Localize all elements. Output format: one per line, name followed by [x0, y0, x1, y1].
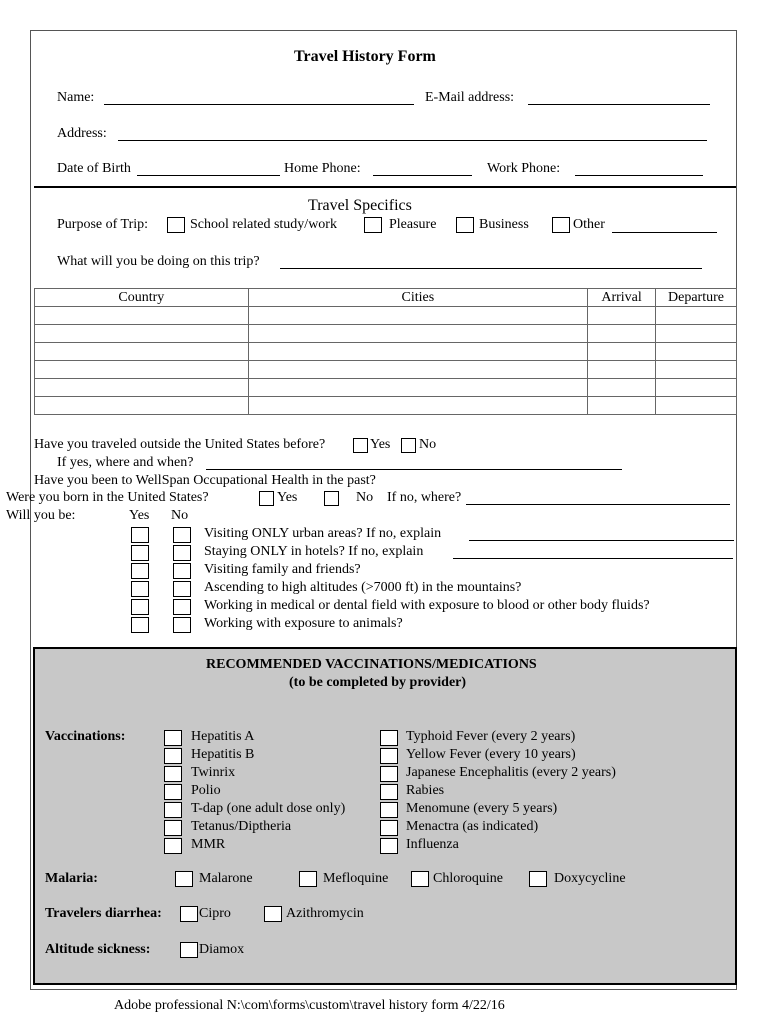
work-phone-label: Work Phone: — [487, 161, 561, 176]
vacc-left-label: Hepatitis B — [191, 747, 255, 762]
vacc-checkbox[interactable] — [164, 766, 182, 782]
col-no-label: No — [171, 508, 189, 523]
pleasure-checkbox[interactable] — [364, 217, 382, 233]
q1-no-checkbox[interactable] — [401, 438, 416, 453]
table-row — [35, 343, 737, 361]
other-field[interactable] — [612, 231, 717, 233]
country-cell[interactable] — [35, 343, 249, 361]
azithromycin-checkbox[interactable] — [264, 906, 282, 922]
departure-cell[interactable] — [656, 397, 737, 415]
q1-followup-field[interactable] — [206, 468, 622, 470]
purpose-row — [57, 217, 148, 233]
travel-table — [34, 288, 737, 415]
departure-cell[interactable] — [656, 343, 737, 361]
mefloquine-checkbox[interactable] — [299, 871, 317, 887]
provider-subheading: (to be completed by provider) — [289, 675, 467, 690]
table-row — [35, 325, 737, 343]
malaria-label: Malaria: — [45, 871, 98, 886]
chloroquine-checkbox[interactable] — [411, 871, 429, 887]
q3-label: Were you born in the United States? — [6, 490, 209, 505]
vacc-checkbox[interactable] — [380, 820, 398, 836]
col-yes-label: Yes — [129, 508, 150, 523]
doing-field[interactable] — [280, 267, 702, 269]
item-hotels-label: Staying ONLY in hotels? If no, explain — [204, 544, 424, 559]
diamox-checkbox[interactable] — [180, 942, 198, 958]
item-animals-label: Working with exposure to animals? — [204, 616, 403, 631]
will-you-be-label: Will you be: — [6, 508, 76, 523]
malarone-label: Malarone — [199, 871, 253, 886]
table-row — [35, 379, 737, 397]
country-cell[interactable] — [35, 379, 249, 397]
vacc-right-label: Japanese Encephalitis (every 2 years) — [406, 765, 616, 780]
vacc-checkbox[interactable] — [164, 820, 182, 836]
table-header-row — [35, 289, 737, 307]
item-no-checkbox[interactable] — [173, 545, 191, 561]
arrival-cell[interactable] — [588, 325, 656, 343]
vacc-checkbox[interactable] — [380, 838, 398, 854]
cities-cell[interactable] — [248, 379, 587, 397]
vacc-checkbox[interactable] — [380, 784, 398, 800]
item-yes-checkbox[interactable] — [131, 599, 149, 615]
vacc-right-label: Rabies — [406, 783, 445, 798]
item-no-checkbox[interactable] — [173, 617, 191, 633]
arrival-cell[interactable] — [588, 343, 656, 361]
vacc-checkbox[interactable] — [164, 838, 182, 854]
item-yes-checkbox[interactable] — [131, 563, 149, 579]
arrival-cell[interactable] — [588, 397, 656, 415]
q3-no-label: No — [356, 490, 374, 505]
vacc-left-label: Hepatitis A — [191, 729, 255, 744]
travel-specifics-heading: Travel Specifics — [308, 197, 412, 214]
departure-cell[interactable] — [656, 325, 737, 343]
vacc-right-label: Typhoid Fever (every 2 years) — [406, 729, 576, 744]
dob-label: Date of Birth — [57, 161, 131, 176]
q1-yes-label: Yes — [370, 437, 391, 452]
vacc-checkbox[interactable] — [380, 766, 398, 782]
cities-cell[interactable] — [248, 397, 587, 415]
item-medical-label: Working in medical or dental field with exposure to blood or other body fluids? — [204, 598, 650, 613]
address-field[interactable] — [118, 139, 707, 141]
q3-no-checkbox[interactable] — [324, 491, 339, 506]
q3-yes-checkbox[interactable] — [259, 491, 274, 506]
name-label: Name: — [57, 90, 95, 105]
altitude-label: Altitude sickness: — [45, 942, 151, 957]
vacc-left-label: Polio — [191, 783, 221, 798]
doxycycline-label: Doxycycline — [554, 871, 626, 886]
diarrhea-label: Travelers diarrhea: — [45, 906, 162, 921]
malarone-checkbox[interactable] — [175, 871, 193, 887]
vacc-left-label: T-dap (one adult dose only) — [191, 801, 346, 816]
country-cell[interactable] — [35, 361, 249, 379]
vacc-checkbox[interactable] — [380, 802, 398, 818]
arrival-cell[interactable] — [588, 379, 656, 397]
cities-header: Cities — [248, 289, 587, 307]
q1-label: Have you traveled outside the United States before? — [34, 437, 326, 452]
item-urban-field[interactable] — [469, 539, 734, 541]
vacc-left-label: MMR — [191, 837, 226, 852]
cipro-label: Cipro — [199, 906, 231, 921]
section-divider — [34, 186, 736, 188]
school-label: School related study/work — [190, 217, 337, 232]
form-title: Travel History Form — [294, 48, 436, 65]
item-altitude-label: Ascending to high altitudes (>7000 ft) in the mountains? — [204, 580, 522, 595]
table-row — [35, 307, 737, 325]
vacc-checkbox[interactable] — [164, 802, 182, 818]
footer-text: Adobe professional N:\com\forms\custom\travel history form 4/22/16 — [114, 998, 505, 1013]
arrival-cell[interactable] — [588, 307, 656, 325]
vacc-checkbox[interactable] — [164, 784, 182, 800]
cipro-checkbox[interactable] — [180, 906, 198, 922]
table-row — [35, 361, 737, 379]
school-checkbox[interactable] — [167, 217, 185, 233]
country-cell[interactable] — [35, 307, 249, 325]
chloroquine-label: Chloroquine — [433, 871, 503, 886]
item-yes-checkbox[interactable] — [131, 617, 149, 633]
country-cell[interactable] — [35, 325, 249, 343]
doing-label: What will you be doing on this trip? — [57, 254, 260, 269]
vacc-checkbox[interactable] — [164, 730, 182, 746]
item-hotels-field[interactable] — [453, 557, 733, 559]
q3-followup-label: If no, where? — [387, 490, 462, 505]
item-family-label: Visiting family and friends? — [204, 562, 361, 577]
other-label: Other — [573, 217, 605, 232]
cities-cell[interactable] — [248, 361, 587, 379]
vacc-left-label: Tetanus/Diptheria — [191, 819, 292, 834]
arrival-cell[interactable] — [588, 361, 656, 379]
vacc-left-label: Twinrix — [191, 765, 236, 780]
item-yes-checkbox[interactable] — [131, 527, 149, 543]
business-label: Business — [479, 217, 529, 232]
item-no-checkbox[interactable] — [173, 599, 191, 615]
work-phone-field[interactable] — [575, 174, 703, 176]
dob-field[interactable] — [137, 174, 280, 176]
item-no-checkbox[interactable] — [173, 563, 191, 579]
vacc-checkbox[interactable] — [164, 748, 182, 764]
vacc-checkbox[interactable] — [380, 748, 398, 764]
business-checkbox[interactable] — [456, 217, 474, 233]
mefloquine-label: Mefloquine — [323, 871, 389, 886]
provider-heading: RECOMMENDED VACCINATIONS/MEDICATIONS — [206, 657, 537, 672]
address-label: Address: — [57, 126, 107, 141]
q1-followup-label: If yes, where and when? — [57, 455, 194, 470]
other-checkbox[interactable] — [552, 217, 570, 233]
email-label: E-Mail address: — [425, 90, 515, 105]
cities-cell[interactable] — [248, 307, 587, 325]
departure-cell[interactable] — [656, 307, 737, 325]
azithromycin-label: Azithromycin — [286, 906, 364, 921]
email-field[interactable] — [528, 103, 710, 105]
q3-yes-label: Yes — [277, 490, 298, 505]
cities-cell[interactable] — [248, 325, 587, 343]
departure-cell[interactable] — [656, 361, 737, 379]
pleasure-label: Pleasure — [389, 217, 437, 232]
vacc-checkbox[interactable] — [380, 730, 398, 746]
item-yes-checkbox[interactable] — [131, 545, 149, 561]
item-urban-label: Visiting ONLY urban areas? If no, explain — [204, 526, 442, 541]
home-phone-field[interactable] — [373, 174, 472, 176]
table-row — [35, 397, 737, 415]
diamox-label: Diamox — [199, 942, 245, 957]
departure-cell[interactable] — [656, 379, 737, 397]
doxycycline-checkbox[interactable] — [529, 871, 547, 887]
vaccinations-label: Vaccinations: — [45, 729, 126, 744]
departure-header: Departure — [656, 289, 737, 307]
item-no-checkbox[interactable] — [173, 527, 191, 543]
country-cell[interactable] — [35, 397, 249, 415]
item-no-checkbox[interactable] — [173, 581, 191, 597]
vacc-right-label: Influenza — [406, 837, 459, 852]
vacc-right-label: Menactra (as indicated) — [406, 819, 539, 834]
cities-cell[interactable] — [248, 343, 587, 361]
country-header: Country — [35, 289, 249, 307]
q3-followup-field[interactable] — [466, 503, 730, 505]
arrival-header: Arrival — [588, 289, 656, 307]
name-field[interactable] — [104, 103, 414, 105]
item-yes-checkbox[interactable] — [131, 581, 149, 597]
q1-no-label: No — [419, 437, 437, 452]
vacc-right-label: Menomune (every 5 years) — [406, 801, 558, 816]
purpose-label: Purpose of Trip: — [57, 217, 149, 232]
vacc-right-label: Yellow Fever (every 10 years) — [406, 747, 576, 762]
home-phone-label: Home Phone: — [284, 161, 361, 176]
q1-yes-checkbox[interactable] — [353, 438, 368, 453]
q2-label: Have you been to WellSpan Occupational Health in the past? — [34, 473, 376, 488]
provider-section — [33, 647, 737, 985]
